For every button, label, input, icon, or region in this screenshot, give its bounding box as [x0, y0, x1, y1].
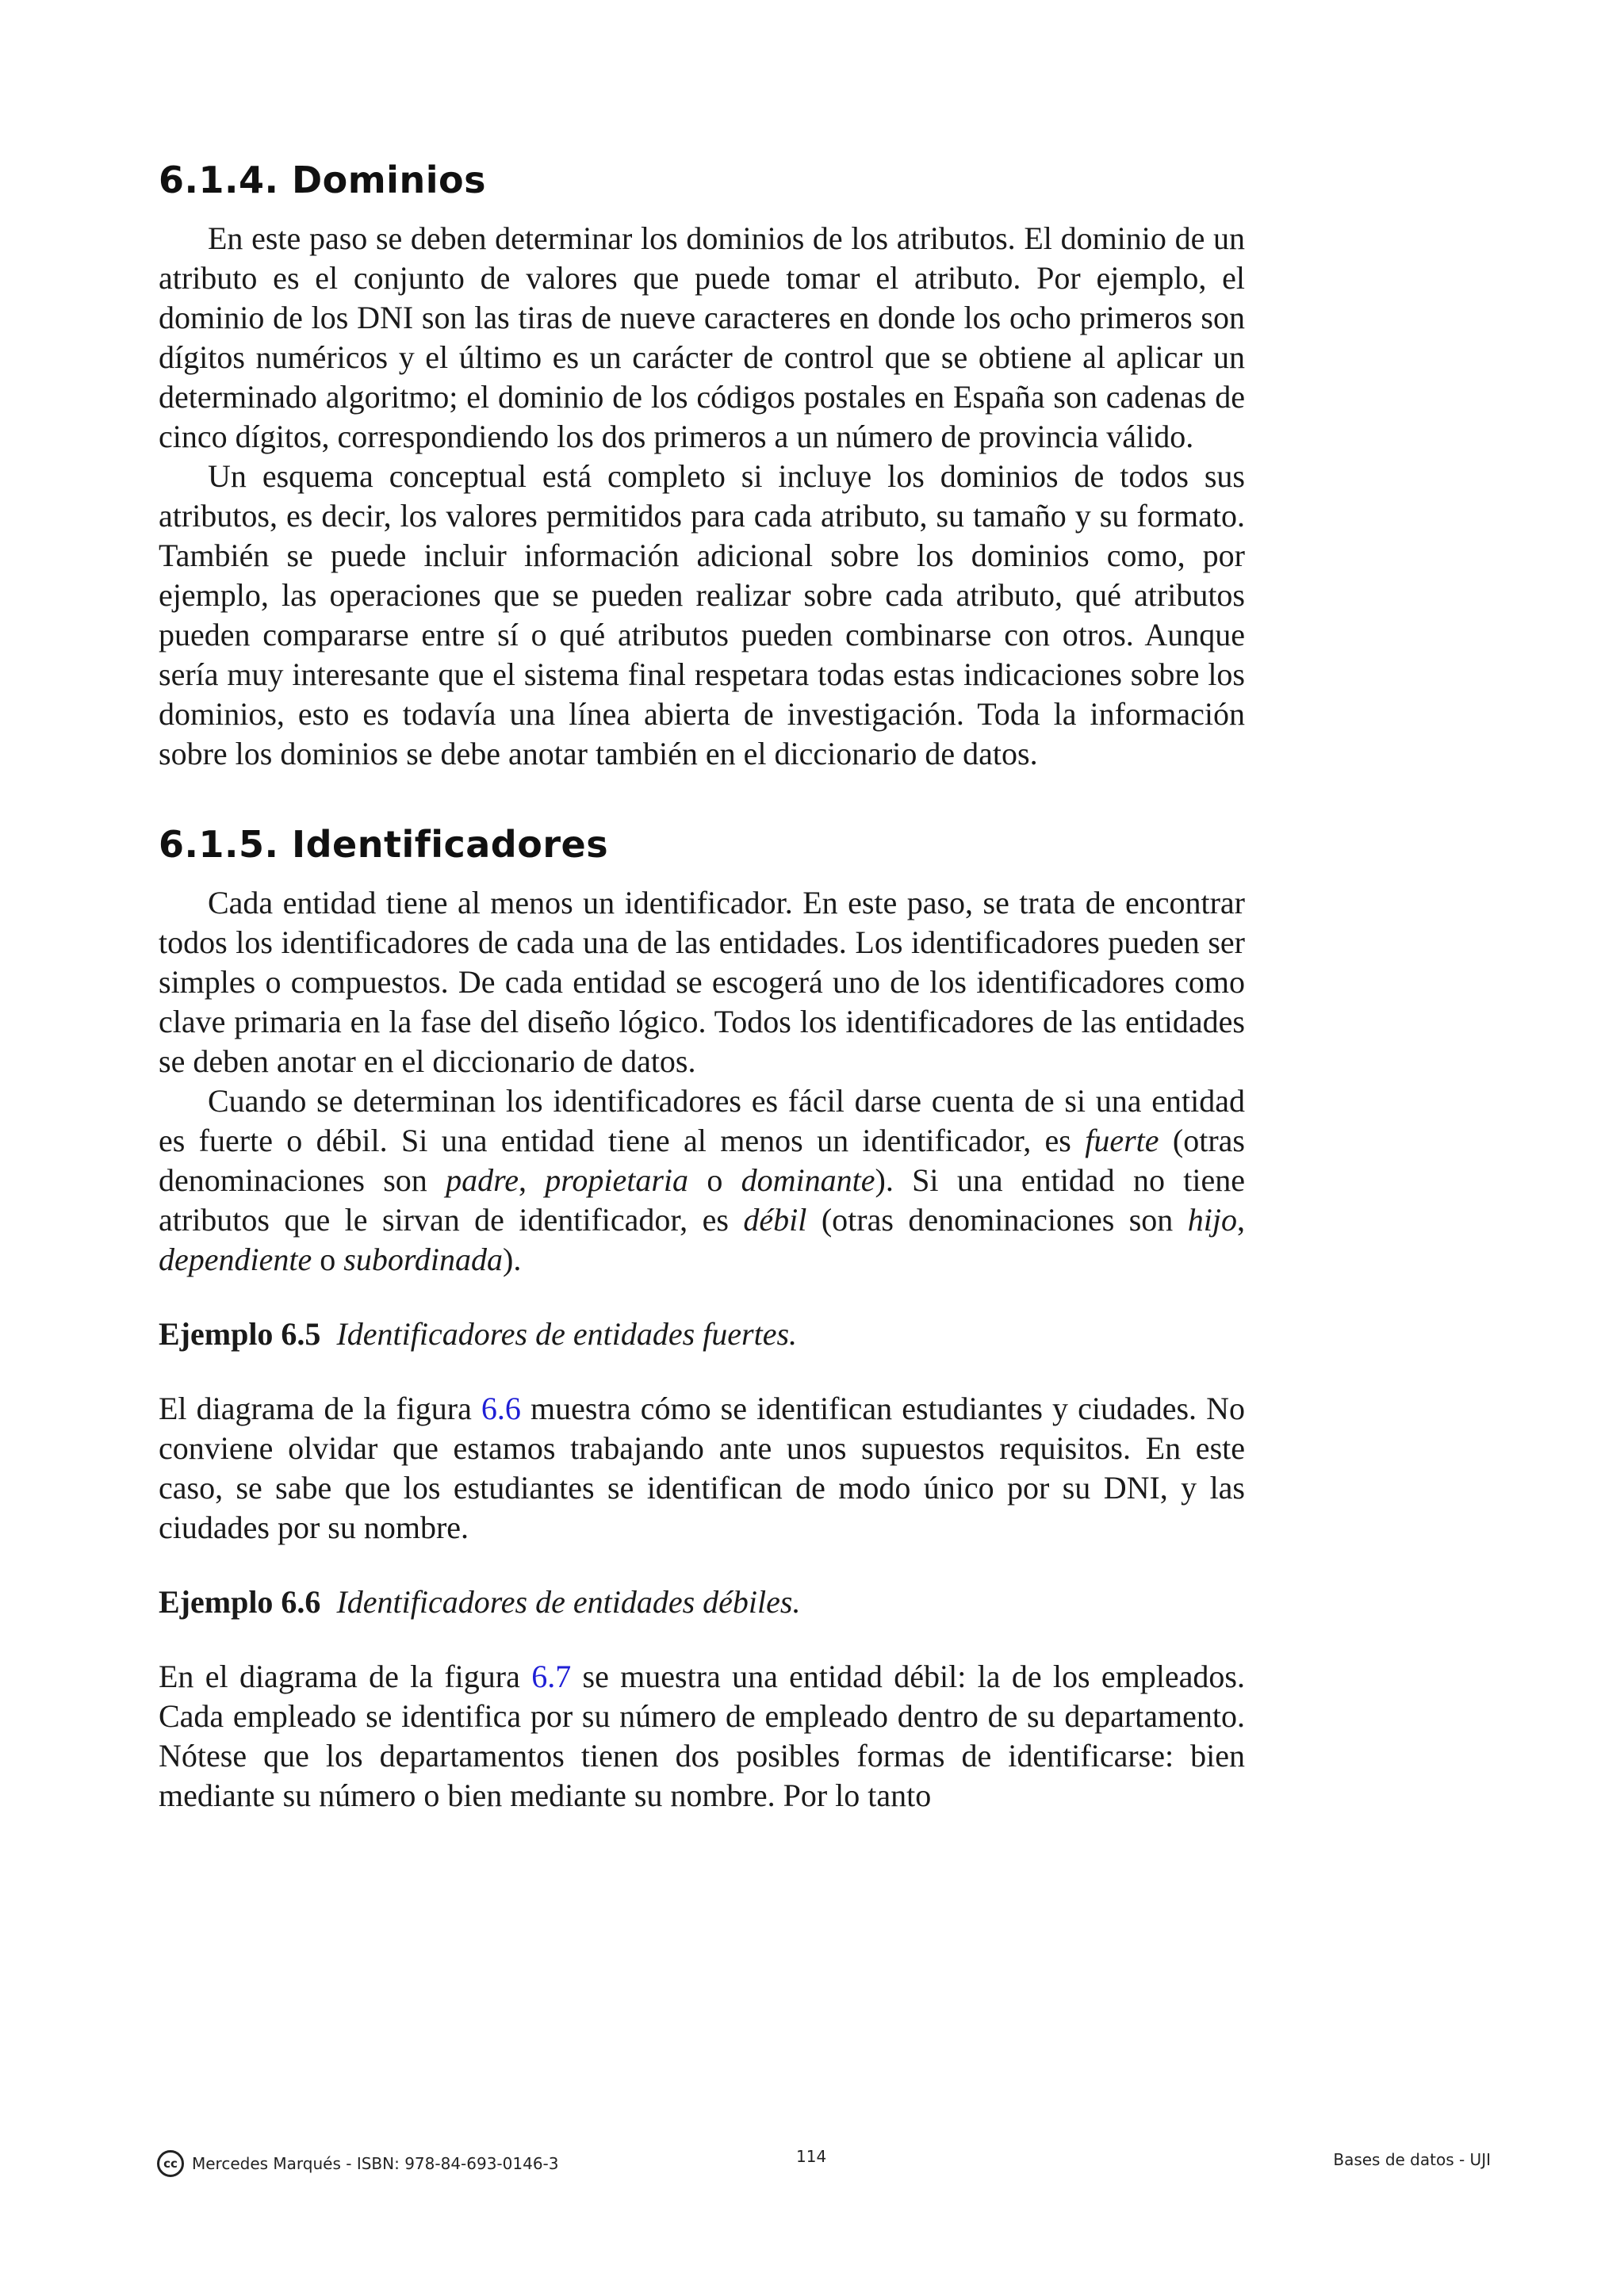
figure-link-6-7[interactable]: 6.7 [531, 1659, 572, 1694]
paragraph-dominios-1: En este paso se deben determinar los dominios de los atributos. El dominio de un atributo es el conjunto de valores que puede tomar el atributo. Por ejemplo, el dominio de los DNI son las tiras de nueve caracteres en donde los ocho primeros son dígitos numéricos y el último es un carácter de control que se obtiene al aplicar un determinado algoritmo; el dominio de los códigos postales en España son cadenas de cinco dígitos, correspondiendo los dos primeros a un número de provincia válido. [159, 220, 1245, 454]
text-run: (otras denominaciones son [159, 1123, 1245, 1198]
example-heading-6-6 [159, 1582, 1245, 1622]
paragraph-identificadores-2 [159, 1081, 1245, 1280]
text-run: En el diagrama de la figura [159, 1659, 532, 1694]
figure-link-6-6[interactable]: 6.6 [481, 1391, 521, 1426]
example-text-6-5 [159, 1389, 1245, 1548]
example-label: Ejemplo 6.5 [159, 1316, 321, 1352]
footer-author-isbn: Mercedes Marqués - ISBN: 978-84-693-0146-3 [192, 2154, 559, 2173]
example-title: Identificadores de entidades débiles. [336, 1584, 801, 1620]
section-heading-identificadores: 6.1.5. Identificadores [159, 823, 609, 866]
text-run: o [312, 1242, 344, 1277]
page-footer [0, 2141, 1624, 2172]
emphasis-dominante: dominante [741, 1162, 875, 1198]
creative-commons-icon: cc [157, 2150, 184, 2177]
page-content [159, 159, 1245, 1816]
example-heading-6-5 [159, 1314, 1245, 1354]
emphasis-fuerte: fuerte [1085, 1123, 1159, 1158]
section-heading-dominios: 6.1.4. Dominios [159, 159, 486, 201]
emphasis-dependiente: dependiente [159, 1242, 312, 1277]
text-run: El diagrama de la figura [159, 1391, 481, 1426]
text-run: o [688, 1162, 741, 1198]
footer-left [157, 2150, 559, 2177]
text-run: , [1237, 1202, 1246, 1238]
text-run: ). Si una entidad no tiene atributos que le sirvan de identificador, es [159, 1162, 1245, 1238]
example-text-6-6 [159, 1657, 1245, 1816]
paragraph-dominios-2: Un esquema conceptual está completo si incluye los dominios de todos sus atributos, es decir, los valores permitidos para cada atributo, su tamaño y su formato. También se puede incluir información adicional sobre los dominios como, por ejemplo, las operaciones que se pueden realizar sobre cada atributo, qué atributos pueden compararse entre sí o qué atributos pueden combinarse con otros. Aunque sería muy interesante que el sistema final respetara todas estas indicaciones sobre los dominios, esto es todavía una línea abierta de investigación. Toda la información sobre los dominios se debe anotar también en el diccionario de datos. [159, 458, 1245, 771]
emphasis-hijo: hijo [1187, 1202, 1238, 1238]
footer-book-title: Bases de datos - UJI [1333, 2150, 1491, 2169]
text-run: se muestra una entidad débil: la de los empleados. Cada empleado se identifica por su número de empleado dentro de su departamento. Nótese que los departamentos tienen dos posibles formas de identificarse: bien mediante su número o bien mediante su nombre. Por lo tanto [159, 1659, 1245, 1813]
text-run: Cuando se determinan los identificadores es fácil darse cuenta de si una entidad es fuerte o débil. Si una entidad tiene al menos un identificador, es [159, 1083, 1245, 1158]
text-run: ). [503, 1242, 522, 1277]
text-run: , [518, 1162, 546, 1198]
page-number: 114 [796, 2147, 827, 2166]
text-run: muestra cómo se identifican estudiantes y ciudades. No conviene olvidar que estamos trabajando ante unos supuestos requisitos. En este caso, se sabe que los estudiantes se identifican de modo único por su DNI, y las ciudades por su nombre. [159, 1391, 1246, 1545]
example-title: Identificadores de entidades fuertes. [336, 1316, 798, 1352]
emphasis-debil: débil [743, 1202, 807, 1238]
emphasis-subordinada: subordinada [343, 1242, 504, 1277]
example-label: Ejemplo 6.6 [159, 1584, 321, 1620]
emphasis-propietaria: propietaria [545, 1162, 689, 1198]
emphasis-padre: padre [446, 1162, 519, 1198]
text-run: (otras denominaciones son [806, 1202, 1188, 1238]
paragraph-identificadores-1: Cada entidad tiene al menos un identificador. En este paso, se trata de encontrar todos los identificadores de cada una de las entidades. Los identificadores pueden ser simples o compuestos. De cada entidad se escogerá uno de los identificadores como clave primaria en la fase del diseño lógico. Todos los identificadores de las entidades se deben anotar en el diccionario de datos. [159, 885, 1245, 1079]
